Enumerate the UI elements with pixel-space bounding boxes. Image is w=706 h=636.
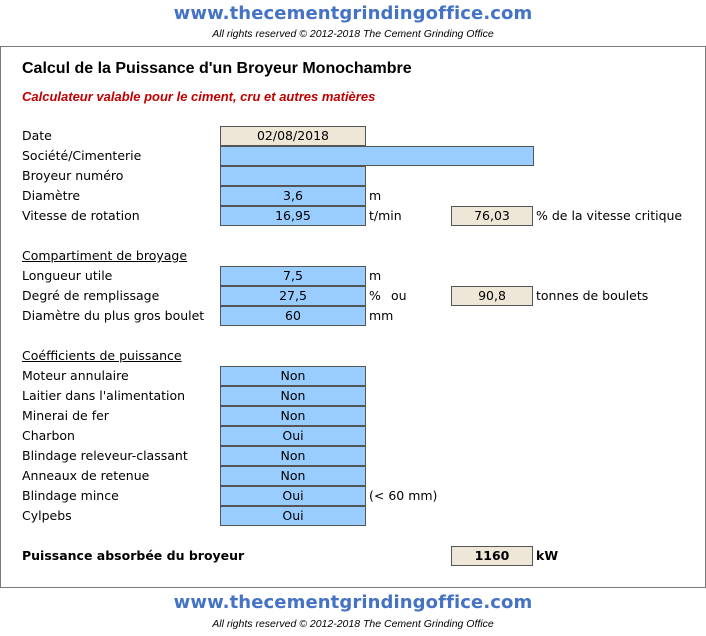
boulet-field[interactable]: 60	[220, 306, 366, 326]
header	[0, 3, 706, 40]
page-title: Calcul de la Puissance d'un Broyeur Monochambre	[22, 60, 412, 77]
coef-label: Anneaux de retenue	[22, 468, 150, 483]
societe-field[interactable]	[220, 146, 534, 166]
broyeur-label: Broyeur numéro	[22, 168, 124, 183]
vitesse-field[interactable]: 16,95	[220, 206, 366, 226]
coef-label: Cylpebs	[22, 508, 72, 523]
result-label: Puissance absorbée du broyeur	[22, 548, 245, 563]
critical-speed-label: % de la vitesse critique	[536, 208, 683, 223]
diametre-label: Diamètre	[22, 188, 81, 203]
coef-select[interactable]: Non	[220, 406, 366, 426]
coef-label: Blindage mince	[22, 488, 119, 503]
boulet-label: Diamètre du plus gros boulet	[22, 308, 205, 323]
coef-label: Minerai de fer	[22, 408, 109, 423]
coef-select[interactable]: Oui	[220, 426, 366, 446]
critical-speed-output: 76,03	[451, 206, 533, 226]
coef-note: (< 60 mm)	[369, 488, 438, 503]
broyeur-field[interactable]	[220, 166, 366, 186]
footer-site-link[interactable]: www.thecementgrindingoffice.com	[173, 592, 533, 613]
remplissage-or: ou	[391, 288, 407, 303]
boulet-unit: mm	[369, 308, 394, 323]
remplissage-field[interactable]: 27,5	[220, 286, 366, 306]
tonnes-label: tonnes de boulets	[536, 288, 649, 303]
header-site-link[interactable]: www.thecementgrindingoffice.com	[173, 3, 533, 24]
page-subtitle: Calculateur valable pour le ciment, cru et autres matières	[22, 89, 376, 104]
coef-label: Charbon	[22, 428, 75, 443]
coefficients-heading: Coéfficients de puissance	[22, 348, 182, 363]
footer	[0, 592, 706, 630]
coef-select[interactable]: Non	[220, 446, 366, 466]
coef-select[interactable]: Non	[220, 386, 366, 406]
longueur-field[interactable]: 7,5	[220, 266, 366, 286]
header-copyright: All rights reserved © 2012-2018 The Cement Grinding Office	[212, 28, 494, 40]
coef-select[interactable]: Oui	[220, 506, 366, 526]
remplissage-unit: %	[369, 288, 381, 303]
societe-label: Société/Cimenterie	[22, 148, 142, 163]
coef-select[interactable]: Non	[220, 466, 366, 486]
footer-copyright: All rights reserved © 2012-2018 The Cement Grinding Office	[212, 618, 494, 630]
coef-label: Blindage releveur-classant	[22, 448, 188, 463]
longueur-label: Longueur utile	[22, 268, 113, 283]
coef-select[interactable]: Non	[220, 366, 366, 386]
result-unit: kW	[536, 548, 559, 563]
diametre-field[interactable]: 3,6	[220, 186, 366, 206]
remplissage-label: Degré de remplissage	[22, 288, 160, 303]
coef-label: Laitier dans l'alimentation	[22, 388, 186, 403]
tonnes-output: 90,8	[451, 286, 533, 306]
compartment-heading: Compartiment de broyage	[22, 248, 188, 263]
diametre-unit: m	[369, 188, 382, 203]
longueur-unit: m	[369, 268, 382, 283]
result-output: 1160	[451, 546, 533, 566]
coef-select[interactable]: Oui	[220, 486, 366, 506]
coef-label: Moteur annulaire	[22, 368, 129, 383]
vitesse-unit: t/min	[369, 208, 402, 223]
date-field[interactable]: 02/08/2018	[220, 126, 366, 146]
date-label: Date	[22, 128, 52, 143]
vitesse-label: Vitesse de rotation	[22, 208, 140, 223]
